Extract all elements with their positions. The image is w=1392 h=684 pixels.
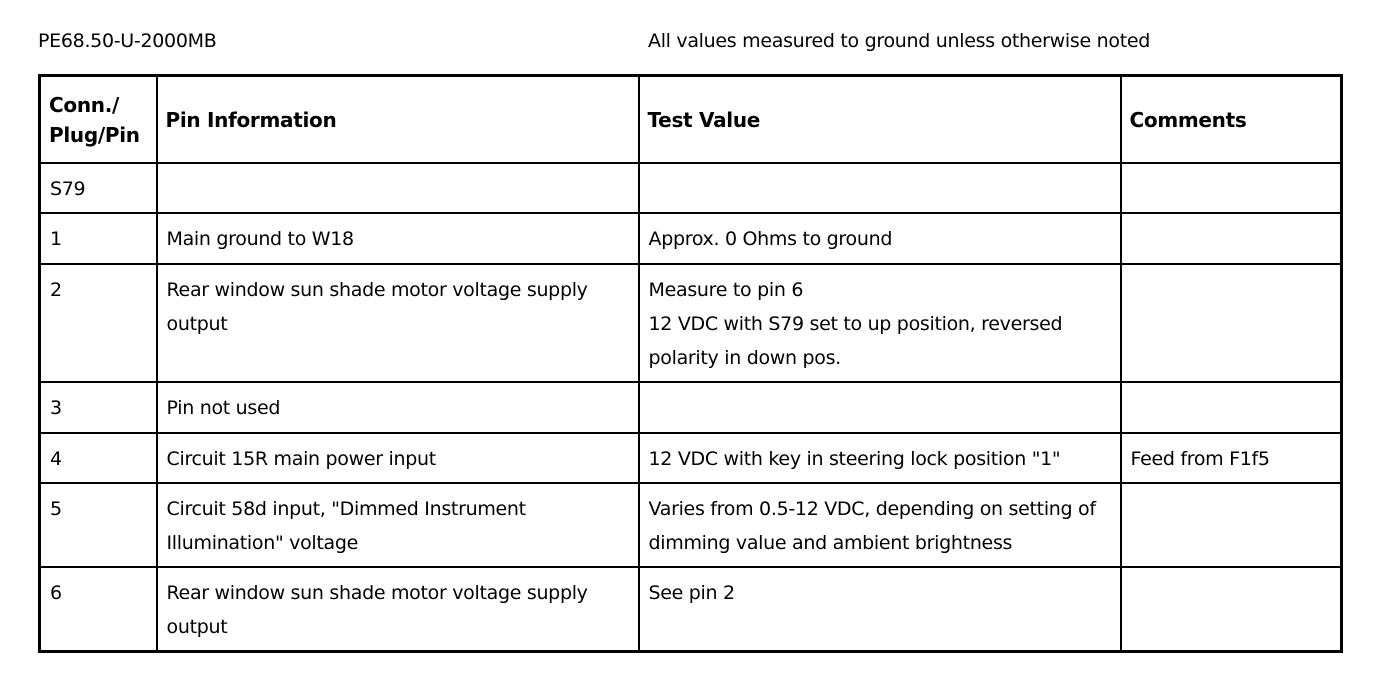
pin-info: Rear window sun shade motor voltage supply output [157, 567, 639, 652]
connector-row [40, 163, 1342, 213]
comments [1121, 483, 1342, 567]
test-value-line2: 12 VDC with S79 set to up position, reversed polarity in down pos. [648, 312, 1063, 369]
pin-info: Pin not used [157, 382, 639, 433]
test-value [639, 264, 1121, 382]
pin-info: Main ground to W18 [157, 213, 639, 264]
column-header-pin [40, 76, 157, 163]
pin-number: 5 [40, 483, 157, 567]
column-header-comments: Comments [1121, 76, 1342, 163]
comments [1121, 264, 1342, 382]
test-value: 12 VDC with key in steering lock position "1" [639, 433, 1121, 483]
connector-test-cell [639, 163, 1121, 213]
column-header-pin-line1: Conn./ [49, 93, 119, 118]
table-header-row [40, 76, 1342, 163]
table-row [40, 567, 1342, 652]
comments [1121, 382, 1342, 433]
pin-number: 2 [40, 264, 157, 382]
connector-comments-cell [1121, 163, 1342, 213]
test-value [639, 382, 1121, 433]
document-code: PE68.50-U-2000MB [38, 30, 217, 52]
pin-info: Rear window sun shade motor voltage supply output [157, 264, 639, 382]
test-value: Varies from 0.5-12 VDC, depending on setting of dimming value and ambient brightness [639, 483, 1121, 567]
table-row [40, 264, 1342, 382]
comments [1121, 567, 1342, 652]
column-header-info: Pin Information [157, 76, 639, 163]
measurement-note: All values measured to ground unless otherwise noted [648, 30, 1150, 52]
pin-info: Circuit 15R main power input [157, 433, 639, 483]
table-row [40, 433, 1342, 483]
column-header-pin-line2: Plug/Pin [49, 123, 140, 148]
pin-number: 1 [40, 213, 157, 264]
table-row [40, 382, 1342, 433]
pin-number: 6 [40, 567, 157, 652]
test-value-line1: Measure to pin 6 [648, 278, 804, 301]
connector-info-cell [157, 163, 639, 213]
comments: Feed from F1f5 [1121, 433, 1342, 483]
connector-label: S79 [40, 163, 157, 213]
column-header-test: Test Value [639, 76, 1121, 163]
pin-number: 4 [40, 433, 157, 483]
table-row [40, 213, 1342, 264]
table-row [40, 483, 1342, 567]
pin-number: 3 [40, 382, 157, 433]
pin-table [38, 74, 1343, 653]
pin-info: Circuit 58d input, "Dimmed Instrument Illumination" voltage [157, 483, 639, 567]
comments [1121, 213, 1342, 264]
test-value: See pin 2 [639, 567, 1121, 652]
test-value: Approx. 0 Ohms to ground [639, 213, 1121, 264]
